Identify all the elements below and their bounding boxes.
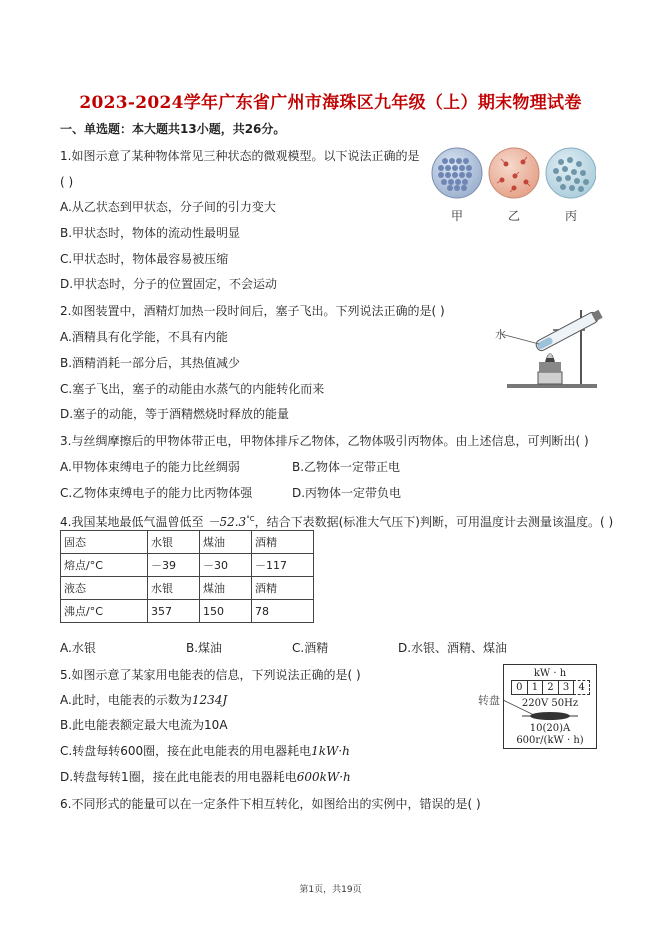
q5-option-c-value: 1kW·h <box>311 744 350 758</box>
table-cell: 78 <box>252 600 314 623</box>
q3-option-b: B.乙物体一定带正电 <box>292 460 401 474</box>
table-cell: 煤油 <box>200 531 252 554</box>
q4-option-b: B.煤油 <box>186 641 223 655</box>
q5-option-d-text: D.转盘每转1圈，接在此电能表的用电器耗电 <box>60 770 297 784</box>
water-label: 水 <box>495 328 506 341</box>
table-cell: 酒精 <box>252 531 314 554</box>
q1-option-d: D.甲状态时，分子的位置固定，不会运动 <box>60 277 278 291</box>
meter-voltage: 220V 50Hz <box>521 698 579 709</box>
meter-revolutions: 600r/(kW · h) <box>516 735 584 746</box>
q2-stem: 2.如图装置中，酒精灯加热一段时间后，塞子飞出。下列说法正确的是( ) <box>60 304 445 318</box>
label-jia: 甲 <box>450 209 464 223</box>
table-cell: 357 <box>148 600 200 623</box>
q5-option-b: B.此电能表额定最大电流为10A <box>60 718 228 732</box>
q1-stem: 1.如图示意了某种物体常见三种状态的微观模型。以下说法正确的是 <box>60 149 420 163</box>
table-cell: 沸点/°C <box>61 600 148 623</box>
q2-option-c: C.塞子飞出，塞子的动能由水蒸气的内能转化而来 <box>60 382 325 396</box>
table-cell: 150 <box>200 600 252 623</box>
meter-digit: 4 <box>573 680 590 695</box>
table-cell: 液态 <box>61 577 148 600</box>
q6-stem: 6.不同形式的能量可以在一定条件下相互转化，如图给出的实例中，错误的是( ) <box>60 797 481 811</box>
table-cell: 熔点/°C <box>61 554 148 577</box>
meter-rotating-disc <box>522 710 578 722</box>
q4-option-c: C.酒精 <box>292 641 329 655</box>
q3-option-d: D.丙物体一定带负电 <box>292 486 402 500</box>
meter-digit: 0 <box>511 680 528 695</box>
q4-option-a: A.水银 <box>60 641 96 655</box>
meter-unit: kW · h <box>533 668 567 679</box>
q2-option-b: B.酒精消耗一部分后，其热值减少 <box>60 356 241 370</box>
q5-option-c <box>60 744 350 759</box>
table-row <box>61 554 314 577</box>
table-cell: 酒精 <box>252 577 314 600</box>
q4-stem-pre: 4.我国某地最低气温曾低至 <box>60 515 204 529</box>
table-row <box>61 600 314 623</box>
q5-option-d <box>60 770 351 785</box>
q5-option-a-text: A.此时，电能表的示数为 <box>60 693 192 707</box>
q2-option-d: D.塞子的动能，等于酒精燃烧时释放的能量 <box>60 407 290 421</box>
label-yi: 乙 <box>507 209 521 223</box>
table-cell: －117 <box>252 554 314 577</box>
dial-label: 转盘 <box>478 694 500 707</box>
q1-option-b: B.甲状态时，物体的流动性最明显 <box>60 226 241 240</box>
solid-state-circle <box>432 148 482 198</box>
q5-option-c-text: C.转盘每转600圈，接在此电能表的用电器耗电 <box>60 744 312 758</box>
q3-option-a: A.甲物体束缚电子的能力比丝绸弱 <box>60 460 240 474</box>
q1-state-models-figure <box>430 146 596 226</box>
q5-option-a <box>60 693 227 708</box>
q5-option-a-value: 1234J <box>191 693 228 707</box>
q4-data-table <box>60 530 314 623</box>
gas-state-circle <box>489 148 539 198</box>
meter-digit: 3 <box>558 680 575 695</box>
q5-option-d-value: 600kW·h <box>296 770 351 784</box>
table-cell: －39 <box>148 554 200 577</box>
liquid-state-circle <box>546 148 596 198</box>
page-footer: 第1页，共19页 <box>299 885 362 895</box>
q4-stem <box>60 512 613 530</box>
q1-paren: ( ) <box>60 175 74 189</box>
q3-stem: 3.与丝绸摩擦后的甲物体带正电，甲物体排斥乙物体，乙物体吸引丙物体。由上述信息，可判断出( ) <box>60 434 589 448</box>
q4-temperature-unit: °C <box>246 515 255 523</box>
q1-option-c: C.甲状态时，物体最容易被压缩 <box>60 252 229 266</box>
q1-option-a: A.从乙状态到甲状态，分子间的引力变大 <box>60 200 276 214</box>
table-cell: 水银 <box>148 531 200 554</box>
table-cell: 固态 <box>61 531 148 554</box>
table-row <box>61 577 314 600</box>
table-cell: 水银 <box>148 577 200 600</box>
label-bing: 丙 <box>564 209 578 223</box>
section-heading: 一、单选题：本大题共13小题，共26分。 <box>60 122 286 136</box>
table-row <box>61 531 314 554</box>
table-cell: 煤油 <box>200 577 252 600</box>
meter-digit: 1 <box>527 680 544 695</box>
q2-option-a: A.酒精具有化学能，不具有内能 <box>60 330 228 344</box>
meter-current: 10(20)A <box>529 723 571 734</box>
meter-digit: 2 <box>542 680 559 695</box>
table-cell: －30 <box>200 554 252 577</box>
q4-stem-post: ，结合下表数据(标准大气压下)判断，可用温度计去测量该温度。( ) <box>254 515 614 529</box>
meter-digits <box>511 680 589 695</box>
page-title: 2023-2024学年广东省广州市海珠区九年级（上）期末物理试卷 <box>79 93 582 113</box>
q3-option-c: C.乙物体束缚电子的能力比丙物体强 <box>60 486 253 500</box>
q2-test-tube-apparatus-figure <box>493 300 605 392</box>
q4-option-d: D.水银、酒精、煤油 <box>398 641 508 655</box>
q4-temperature: －52.3 <box>207 515 247 529</box>
energy-meter <box>503 664 597 749</box>
q5-stem: 5.如图示意了某家用电能表的信息，下列说法正确的是( ) <box>60 668 361 682</box>
